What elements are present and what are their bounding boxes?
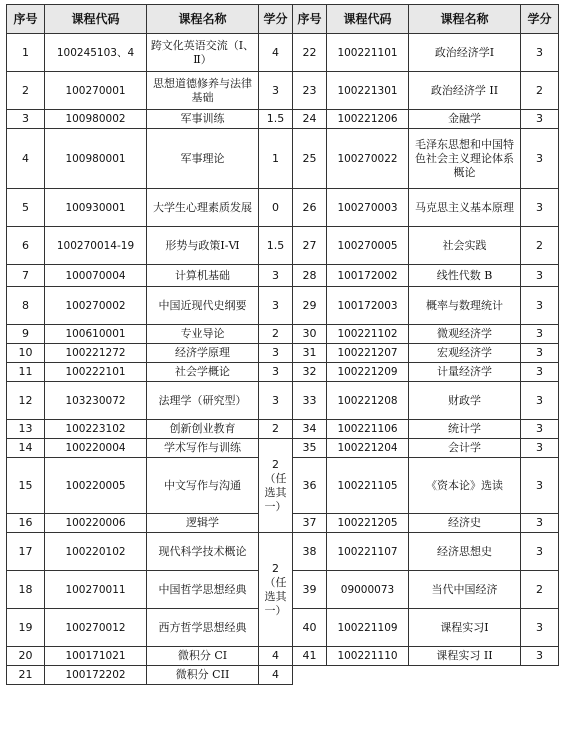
table-row [7,363,559,382]
cell-code: 100221272 [45,344,147,363]
cell-name: 社会学概论 [147,363,259,382]
cell-name: 逻辑学 [147,514,259,533]
cell-no: 20 [7,647,45,666]
cell-code: 100930001 [45,189,147,227]
cell-name: 经济史 [409,514,521,533]
cell-no: 34 [293,420,327,439]
cell-code: 100220004 [45,439,147,458]
table-row [7,666,559,685]
cell-credit: 3 [521,34,559,72]
cell-credit: 3 [259,382,293,420]
cell-credit: 3 [521,325,559,344]
cell-code: 100220006 [45,514,147,533]
cell-code: 100980001 [45,129,147,189]
cell-credit: 2 [521,72,559,110]
cell-name: 微积分 CⅠ [147,647,259,666]
table-row [7,344,559,363]
cell-no: 5 [7,189,45,227]
cell-name: 中文写作与沟通 [147,458,259,514]
cell-credit-merged [259,533,293,647]
cell-no: 10 [7,344,45,363]
cell-code: 100172202 [45,666,147,685]
merged-choice-note: （任选其一） [264,471,287,513]
header-credit: 学分 [521,5,559,34]
cell-credit: 3 [521,189,559,227]
cell-code: 100270001 [45,72,147,110]
cell-no: 21 [7,666,45,685]
header-code: 课程代码 [327,5,409,34]
cell-code: 100070004 [45,265,147,287]
cell-credit: 2 [521,571,559,609]
cell-name: 微积分 CII [147,666,259,685]
cell-code: 100270002 [45,287,147,325]
cell-code: 100220005 [45,458,147,514]
cell-name: 中国哲学思想经典 [147,571,259,609]
empty-cell [293,666,559,685]
cell-code: 100221205 [327,514,409,533]
cell-name: 《资本论》选读 [409,458,521,514]
cell-name: 现代科学技术概论 [147,533,259,571]
cell-name: 课程实习 II [409,647,521,666]
cell-code: 100610001 [45,325,147,344]
cell-no: 40 [293,609,327,647]
cell-no: 36 [293,458,327,514]
cell-name: 当代中国经济 [409,571,521,609]
cell-code: 100270012 [45,609,147,647]
cell-name: 中国近现代史纲要 [147,287,259,325]
cell-name: 大学生心理素质发展 [147,189,259,227]
cell-no: 14 [7,439,45,458]
cell-code: 09000073 [327,571,409,609]
cell-code: 100270022 [327,129,409,189]
cell-name: 思想道德修养与法律基础 [147,72,259,110]
cell-name: 计算机基础 [147,265,259,287]
merged-choice-note: （任选其一） [264,575,287,617]
cell-name: 政治经济学 II [409,72,521,110]
cell-name: 经济思想史 [409,533,521,571]
cell-no: 29 [293,287,327,325]
cell-code: 100221204 [327,439,409,458]
table-row [7,420,559,439]
cell-name: 金融学 [409,110,521,129]
header-no: 序号 [293,5,327,34]
cell-name: 政治经济学Ⅰ [409,34,521,72]
cell-name: 西方哲学思想经典 [147,609,259,647]
cell-name: 军事理论 [147,129,259,189]
table-row [7,647,559,666]
cell-name: 统计学 [409,420,521,439]
header-no: 序号 [7,5,45,34]
cell-code: 100270003 [327,189,409,227]
cell-no: 33 [293,382,327,420]
table-row [7,129,559,189]
cell-code: 100221301 [327,72,409,110]
cell-credit: 4 [259,34,293,72]
cell-code: 100221109 [327,609,409,647]
cell-no: 28 [293,265,327,287]
cell-no: 37 [293,514,327,533]
table-row [7,265,559,287]
cell-code: 100171021 [45,647,147,666]
cell-credit: 3 [521,110,559,129]
cell-name: 毛泽东思想和中国特色社会主义理论体系概论 [409,129,521,189]
table-row [7,439,559,458]
cell-name: 专业导论 [147,325,259,344]
cell-name: 财政学 [409,382,521,420]
cell-no: 19 [7,609,45,647]
cell-code: 100221105 [327,458,409,514]
table-row [7,533,559,571]
cell-no: 26 [293,189,327,227]
cell-name: 创新创业教育 [147,420,259,439]
cell-no: 13 [7,420,45,439]
table-row [7,34,559,72]
cell-name: 形势与政策Ⅰ-Ⅵ [147,227,259,265]
cell-code: 100245103、4 [45,34,147,72]
cell-credit: 3 [521,647,559,666]
cell-credit: 4 [259,647,293,666]
cell-code: 100222101 [45,363,147,382]
cell-credit: 3 [521,514,559,533]
cell-credit: 3 [521,129,559,189]
table-row [7,382,559,420]
header-name: 课程名称 [147,5,259,34]
cell-credit: 0 [259,189,293,227]
cell-no: 39 [293,571,327,609]
merged-credit-value: 2 [272,561,279,575]
cell-credit: 3 [259,265,293,287]
cell-no: 17 [7,533,45,571]
cell-credit: 3 [521,287,559,325]
header-name: 课程名称 [409,5,521,34]
cell-name: 军事训练 [147,110,259,129]
cell-credit: 3 [521,439,559,458]
merged-credit-value: 2 [272,457,279,471]
cell-credit: 3 [521,382,559,420]
cell-code: 100221101 [327,34,409,72]
cell-no: 23 [293,72,327,110]
cell-no: 41 [293,647,327,666]
cell-credit: 1 [259,129,293,189]
cell-credit-merged [259,439,293,533]
cell-code: 103230072 [45,382,147,420]
cell-credit: 2 [521,227,559,265]
cell-no: 1 [7,34,45,72]
header-credit: 学分 [259,5,293,34]
cell-no: 27 [293,227,327,265]
cell-no: 38 [293,533,327,571]
cell-no: 24 [293,110,327,129]
header-row [7,5,559,34]
cell-name: 跨文化英语交流（Ⅰ、Ⅱ） [147,34,259,72]
cell-credit: 3 [259,344,293,363]
cell-no: 18 [7,571,45,609]
cell-credit: 3 [521,533,559,571]
cell-no: 7 [7,265,45,287]
cell-name: 课程实习Ⅰ [409,609,521,647]
table-row [7,189,559,227]
cell-no: 16 [7,514,45,533]
cell-code: 100221206 [327,110,409,129]
cell-no: 31 [293,344,327,363]
course-table [6,4,559,685]
cell-no: 8 [7,287,45,325]
cell-code: 100220102 [45,533,147,571]
table-row [7,287,559,325]
cell-no: 3 [7,110,45,129]
cell-no: 32 [293,363,327,382]
cell-name: 概率与数理统计 [409,287,521,325]
cell-credit: 2 [259,420,293,439]
cell-credit: 3 [259,72,293,110]
cell-no: 35 [293,439,327,458]
cell-name: 马克思主义基本原理 [409,189,521,227]
cell-code: 100221209 [327,363,409,382]
cell-code: 100221207 [327,344,409,363]
cell-no: 2 [7,72,45,110]
cell-credit: 3 [521,344,559,363]
cell-no: 25 [293,129,327,189]
cell-no: 12 [7,382,45,420]
table-row [7,72,559,110]
cell-code: 100270005 [327,227,409,265]
table-row [7,110,559,129]
cell-code: 100172002 [327,265,409,287]
cell-credit: 1.5 [259,110,293,129]
cell-name: 会计学 [409,439,521,458]
cell-code: 100980002 [45,110,147,129]
table-row [7,325,559,344]
cell-credit: 1.5 [259,227,293,265]
cell-credit: 3 [521,458,559,514]
cell-code: 100223102 [45,420,147,439]
cell-no: 4 [7,129,45,189]
cell-name: 学术写作与训练 [147,439,259,458]
cell-credit: 2 [259,325,293,344]
cell-code: 100221110 [327,647,409,666]
cell-name: 经济学原理 [147,344,259,363]
cell-name: 线性代数 B [409,265,521,287]
cell-name: 社会实践 [409,227,521,265]
cell-name: 法理学（研究型） [147,382,259,420]
cell-code: 100221102 [327,325,409,344]
cell-code: 100172003 [327,287,409,325]
cell-credit: 4 [259,666,293,685]
cell-name: 宏观经济学 [409,344,521,363]
cell-code: 100270014-19 [45,227,147,265]
cell-credit: 3 [259,363,293,382]
header-code: 课程代码 [45,5,147,34]
cell-credit: 3 [521,265,559,287]
cell-no: 30 [293,325,327,344]
cell-name: 微观经济学 [409,325,521,344]
cell-name: 计量经济学 [409,363,521,382]
cell-credit: 3 [521,420,559,439]
cell-code: 100221106 [327,420,409,439]
cell-no: 6 [7,227,45,265]
cell-code: 100270011 [45,571,147,609]
cell-code: 100221107 [327,533,409,571]
cell-no: 11 [7,363,45,382]
cell-credit: 3 [521,363,559,382]
cell-no: 22 [293,34,327,72]
cell-credit: 3 [521,609,559,647]
cell-code: 100221208 [327,382,409,420]
cell-credit: 3 [259,287,293,325]
cell-no: 9 [7,325,45,344]
table-row [7,227,559,265]
cell-no: 15 [7,458,45,514]
